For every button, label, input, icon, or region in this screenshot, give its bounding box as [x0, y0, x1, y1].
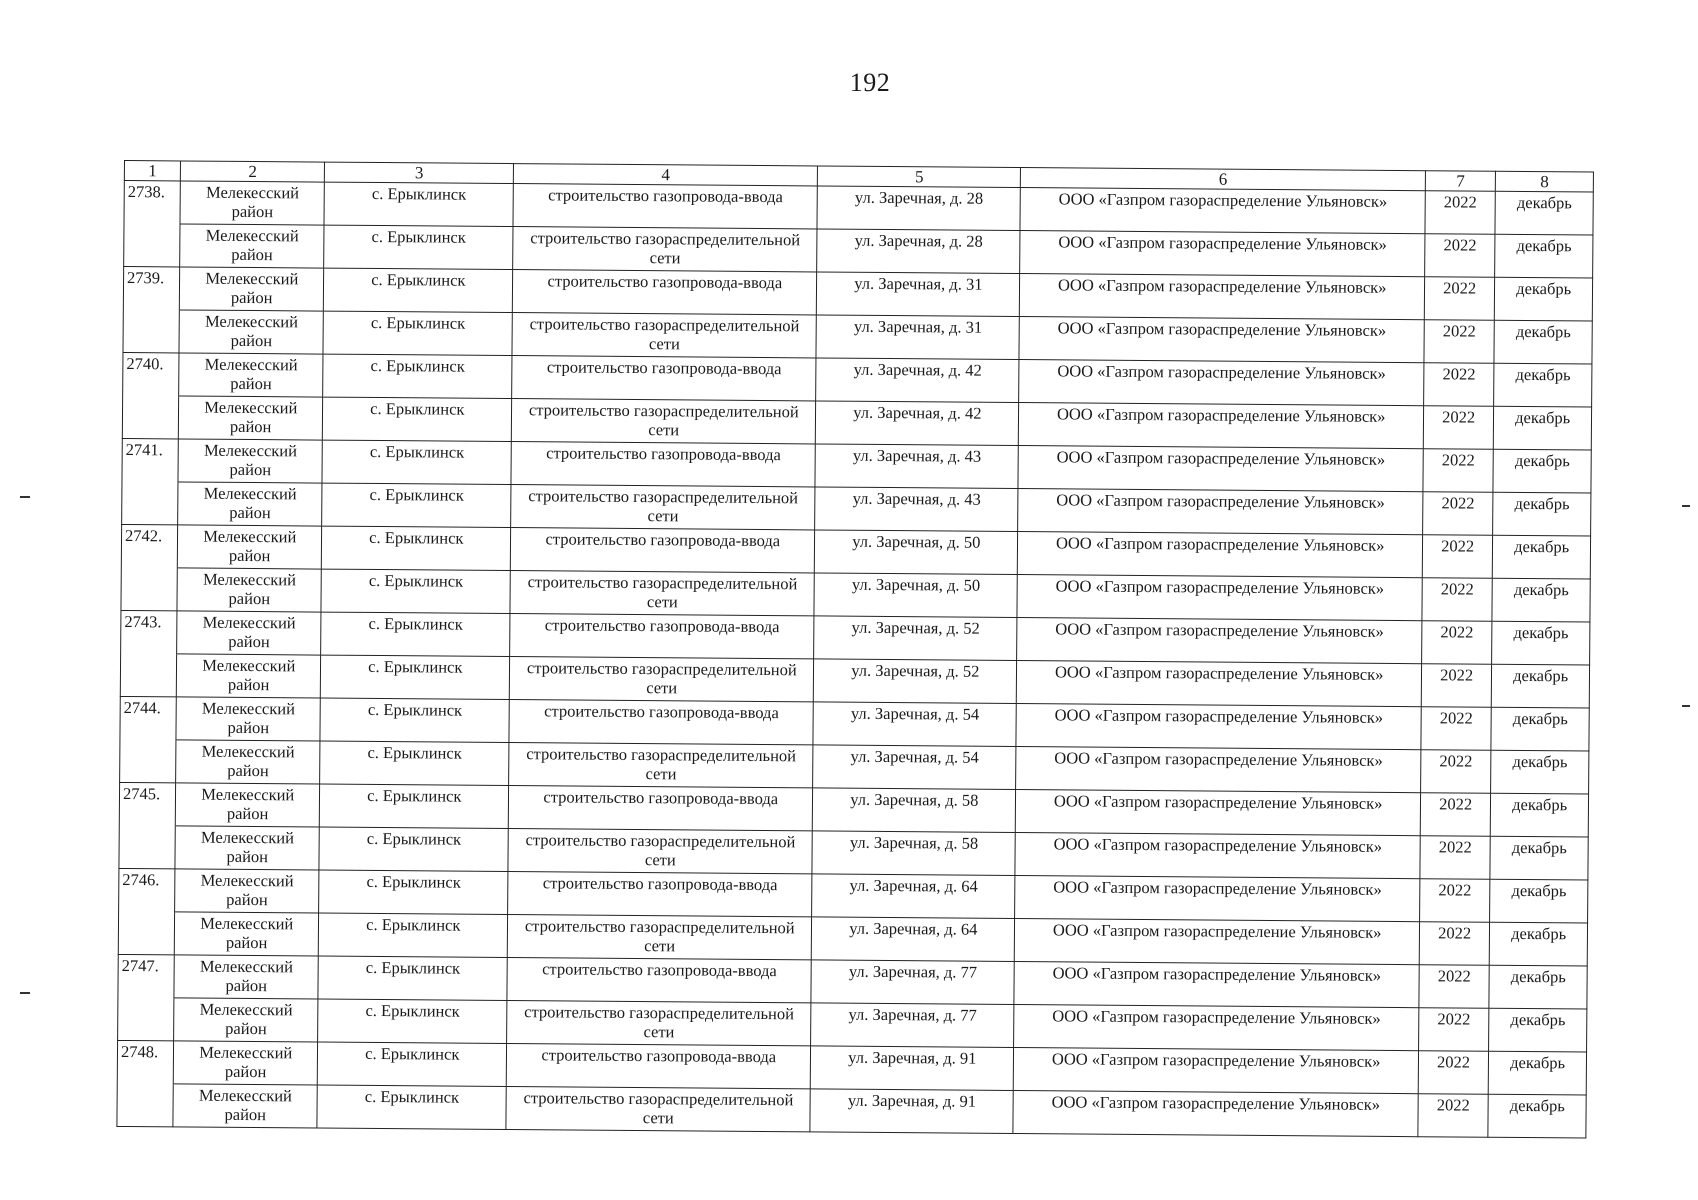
settlement-cell: с. Ерыклинск — [317, 1042, 506, 1086]
work-type-cell: строительство газопровода-ввода — [507, 1044, 811, 1089]
address-cell: ул. Заречная, д. 43 — [815, 444, 1019, 489]
year-cell: 2022 — [1425, 191, 1496, 235]
row-number — [117, 1083, 174, 1126]
district-cell: Мелекесский район — [177, 654, 321, 698]
work-type-cell: строительство газопровода-ввода — [513, 270, 817, 315]
district-cell: Мелекесский район — [174, 1041, 318, 1085]
organization-cell: ООО «Газпром газораспределение Ульяновск» — [1019, 360, 1424, 406]
address-cell: ул. Заречная, д. 52 — [814, 616, 1018, 661]
year-cell: 2022 — [1421, 707, 1492, 751]
address-cell: ул. Заречная, д. 77 — [811, 1003, 1015, 1048]
settlement-cell: с. Ерыклинск — [323, 354, 512, 398]
organization-cell: ООО «Газпром газораспределение Ульяновск» — [1018, 489, 1423, 535]
month-cell: декабрь — [1491, 750, 1589, 794]
work-type-cell: строительство газораспределительной сети — [512, 313, 816, 358]
organization-cell: ООО «Газпром газораспределение Ульяновск» — [1016, 790, 1421, 836]
year-cell: 2022 — [1422, 621, 1493, 665]
address-cell: ул. Заречная, д. 50 — [815, 530, 1019, 575]
settlement-cell: с. Ерыклинск — [320, 698, 509, 742]
year-cell: 2022 — [1419, 922, 1490, 966]
page-number: 192 — [849, 68, 891, 97]
address-cell: ул. Заречная, д. 58 — [812, 831, 1016, 876]
district-cell: Мелекесский район — [176, 783, 320, 827]
year-cell: 2022 — [1422, 535, 1493, 579]
address-cell: ул. Заречная, д. 42 — [816, 401, 1020, 446]
settlement-cell: с. Ерыклинск — [318, 999, 507, 1043]
row-number: 2741. — [122, 438, 179, 481]
settlement-cell: с. Ерыклинск — [324, 225, 513, 269]
settlement-cell: с. Ерыклинск — [323, 311, 512, 355]
district-cell: Мелекесский район — [180, 267, 324, 311]
district-cell: Мелекесский район — [177, 568, 321, 612]
district-cell: Мелекесский район — [176, 740, 320, 784]
address-cell: ул. Заречная, д. 31 — [817, 272, 1021, 317]
settlement-cell: с. Ерыклинск — [322, 483, 511, 527]
row-number: 2748. — [117, 1040, 174, 1083]
month-cell: декабрь — [1492, 664, 1590, 708]
scan-mark — [20, 992, 30, 994]
work-type-cell: строительство газораспределительной сети — [506, 1087, 810, 1132]
row-number — [119, 825, 176, 868]
work-type-cell: строительство газопровода-ввода — [513, 184, 817, 229]
month-cell: декабрь — [1492, 621, 1590, 665]
month-cell: декабрь — [1493, 449, 1591, 493]
settlement-cell: с. Ерыклинск — [319, 827, 508, 871]
row-number — [123, 309, 180, 352]
address-cell: ул. Заречная, д. 64 — [811, 917, 1015, 962]
district-cell: Мелекесский район — [176, 697, 320, 741]
work-type-cell: строительство газораспределительной сети — [508, 829, 812, 874]
scan-mark — [1682, 705, 1690, 707]
register-table — [116, 160, 1594, 1139]
organization-cell: ООО «Газпром газораспределение Ульяновск» — [1019, 403, 1424, 449]
work-type-cell: строительство газораспределительной сети — [510, 657, 814, 702]
month-cell: декабрь — [1490, 879, 1588, 923]
settlement-cell: с. Ерыклинск — [322, 526, 511, 570]
district-cell: Мелекесский район — [174, 955, 318, 999]
address-cell: ул. Заречная, д. 50 — [814, 573, 1018, 618]
settlement-cell: с. Ерыклинск — [319, 784, 508, 828]
row-number: 2744. — [120, 696, 177, 739]
organization-cell: ООО «Газпром газораспределение Ульяновск» — [1015, 919, 1420, 965]
district-cell: Мелекесский район — [178, 439, 322, 483]
district-cell: Мелекесский район — [179, 396, 323, 440]
work-type-cell: строительство газораспределительной сети — [510, 571, 814, 616]
settlement-cell: с. Ерыклинск — [323, 397, 512, 441]
month-cell: декабрь — [1493, 492, 1591, 536]
row-number — [124, 224, 181, 267]
month-cell: декабрь — [1495, 277, 1593, 321]
address-cell: ул. Заречная, д. 91 — [810, 1089, 1014, 1134]
settlement-cell: с. Ерыклинск — [317, 1085, 506, 1129]
month-cell: декабрь — [1490, 836, 1588, 880]
organization-cell: ООО «Газпром газораспределение Ульяновск» — [1015, 876, 1420, 922]
row-number — [122, 395, 179, 438]
work-type-cell: строительство газопровода-ввода — [511, 442, 815, 487]
address-cell: ул. Заречная, д. 42 — [816, 358, 1020, 403]
organization-cell: ООО «Газпром газораспределение Ульяновск» — [1018, 532, 1423, 578]
column-header: 3 — [325, 162, 514, 183]
year-cell: 2022 — [1423, 492, 1494, 536]
district-cell: Мелекесский район — [178, 525, 322, 569]
year-cell: 2022 — [1418, 1051, 1489, 1095]
row-number: 2743. — [121, 610, 178, 653]
month-cell: декабрь — [1494, 320, 1592, 364]
table-body — [117, 181, 1593, 1139]
row-number — [118, 911, 175, 954]
organization-cell: ООО «Газпром газораспределение Ульяновск» — [1016, 704, 1421, 750]
organization-cell: ООО «Газпром газораспределение Ульяновск» — [1016, 747, 1421, 793]
settlement-cell: с. Ерыклинск — [324, 268, 513, 312]
year-cell: 2022 — [1423, 406, 1494, 450]
address-cell: ул. Заречная, д. 64 — [812, 874, 1016, 919]
district-cell: Мелекесский район — [175, 912, 319, 956]
month-cell: декабрь — [1490, 922, 1588, 966]
address-cell: ул. Заречная, д. 58 — [812, 788, 1016, 833]
row-number: 2738. — [124, 181, 181, 224]
work-type-cell: строительство газопровода-ввода — [510, 614, 814, 659]
address-cell: ул. Заречная, д. 52 — [813, 659, 1017, 704]
scan-mark — [1682, 505, 1690, 507]
organization-cell: ООО «Газпром газораспределение Ульяновск» — [1019, 317, 1424, 363]
work-type-cell: строительство газопровода-ввода — [509, 700, 813, 745]
month-cell: декабрь — [1488, 1094, 1586, 1138]
organization-cell: ООО «Газпром газораспределение Ульяновск» — [1020, 231, 1425, 277]
district-cell: Мелекесский район — [175, 826, 319, 870]
row-number: 2739. — [123, 267, 180, 310]
district-cell: Мелекесский район — [179, 310, 323, 354]
work-type-cell: строительство газораспределительной сети — [513, 227, 817, 272]
organization-cell: ООО «Газпром газораспределение Ульяновск» — [1014, 1005, 1419, 1051]
organization-cell: ООО «Газпром газораспределение Ульяновск» — [1013, 1091, 1418, 1137]
settlement-cell: с. Ерыклинск — [320, 655, 509, 699]
year-cell: 2022 — [1424, 320, 1495, 364]
district-cell: Мелекесский район — [178, 482, 322, 526]
row-number: 2745. — [119, 782, 176, 825]
work-type-cell: строительство газораспределительной сети — [507, 1001, 811, 1046]
row-number — [121, 567, 178, 610]
district-cell: Мелекесский район — [179, 353, 323, 397]
row-number — [118, 997, 175, 1040]
organization-cell: ООО «Газпром газораспределение Ульяновск» — [1014, 1048, 1419, 1094]
row-number — [120, 739, 177, 782]
row-number — [122, 481, 179, 524]
month-cell: декабрь — [1491, 793, 1589, 837]
year-cell: 2022 — [1424, 363, 1495, 407]
year-cell: 2022 — [1420, 793, 1491, 837]
month-cell: декабрь — [1489, 1008, 1587, 1052]
district-cell: Мелекесский район — [173, 1084, 317, 1128]
district-cell: Мелекесский район — [175, 869, 319, 913]
year-cell: 2022 — [1419, 965, 1490, 1009]
work-type-cell: строительство газораспределительной сети — [508, 915, 812, 960]
column-header: 7 — [1425, 171, 1496, 192]
month-cell: декабрь — [1489, 965, 1587, 1009]
organization-cell: ООО «Газпром газораспределение Ульяновск» — [1017, 661, 1422, 707]
settlement-cell: с. Ерыклинск — [320, 741, 509, 785]
address-cell: ул. Заречная, д. 54 — [813, 702, 1017, 747]
address-cell: ул. Заречная, д. 28 — [817, 229, 1021, 274]
district-cell: Мелекесский район — [177, 611, 321, 655]
year-cell: 2022 — [1420, 836, 1491, 880]
organization-cell: ООО «Газпром газораспределение Ульяновск» — [1020, 274, 1425, 320]
year-cell: 2022 — [1418, 1094, 1489, 1138]
row-number: 2747. — [118, 954, 175, 997]
settlement-cell: с. Ерыклинск — [322, 440, 511, 484]
month-cell: декабрь — [1493, 535, 1591, 579]
column-header: 8 — [1496, 171, 1594, 192]
settlement-cell: с. Ерыклинск — [318, 913, 507, 957]
settlement-cell: с. Ерыклинск — [324, 182, 513, 226]
work-type-cell: строительство газораспределительной сети — [512, 399, 816, 444]
address-cell: ул. Заречная, д. 77 — [811, 960, 1015, 1005]
row-number: 2740. — [123, 352, 180, 395]
work-type-cell: строительство газопровода-ввода — [508, 872, 812, 917]
work-type-cell: строительство газопровода-ввода — [512, 356, 816, 401]
scan-mark — [20, 496, 30, 498]
year-cell: 2022 — [1425, 234, 1496, 278]
month-cell: декабрь — [1495, 191, 1593, 235]
work-type-cell: строительство газопровода-ввода — [509, 786, 813, 831]
column-header: 6 — [1021, 168, 1426, 191]
organization-cell: ООО «Газпром газораспределение Ульяновск» — [1017, 618, 1422, 664]
address-cell: ул. Заречная, д. 43 — [815, 487, 1019, 532]
month-cell: декабрь — [1494, 363, 1592, 407]
work-type-cell: строительство газопровода-ввода — [507, 958, 811, 1003]
year-cell: 2022 — [1421, 664, 1492, 708]
column-header: 2 — [181, 161, 325, 182]
district-cell: Мелекесский район — [180, 181, 324, 225]
month-cell: декабрь — [1489, 1051, 1587, 1095]
column-header: 5 — [818, 166, 1021, 188]
column-header: 1 — [124, 161, 180, 181]
row-number — [120, 653, 177, 696]
month-cell: декабрь — [1491, 707, 1589, 751]
address-cell: ул. Заречная, д. 31 — [816, 315, 1020, 360]
column-header: 4 — [514, 164, 818, 186]
work-type-cell: строительство газораспределительной сети — [509, 743, 813, 788]
organization-cell: ООО «Газпром газораспределение Ульяновск» — [1017, 575, 1422, 621]
year-cell: 2022 — [1424, 277, 1495, 321]
address-cell: ул. Заречная, д. 91 — [810, 1046, 1014, 1091]
year-cell: 2022 — [1423, 449, 1494, 493]
organization-cell: ООО «Газпром газораспределение Ульяновск» — [1018, 446, 1423, 492]
month-cell: декабрь — [1494, 406, 1592, 450]
year-cell: 2022 — [1418, 1008, 1489, 1052]
address-cell: ул. Заречная, д. 54 — [813, 745, 1017, 790]
row-number: 2746. — [119, 868, 176, 911]
district-cell: Мелекесский район — [180, 224, 324, 268]
month-cell: декабрь — [1495, 234, 1593, 278]
address-cell: ул. Заречная, д. 28 — [817, 186, 1021, 231]
settlement-cell: с. Ерыклинск — [321, 569, 510, 613]
organization-cell: ООО «Газпром газораспределение Ульяновск» — [1015, 833, 1420, 879]
organization-cell: ООО «Газпром газораспределение Ульяновск» — [1020, 188, 1425, 234]
settlement-cell: с. Ерыклинск — [321, 612, 510, 656]
year-cell: 2022 — [1422, 578, 1493, 622]
settlement-cell: с. Ерыклинск — [319, 870, 508, 914]
work-type-cell: строительство газопровода-ввода — [511, 528, 815, 573]
work-type-cell: строительство газораспределительной сети — [511, 485, 815, 530]
year-cell: 2022 — [1421, 750, 1492, 794]
row-number: 2742. — [121, 524, 178, 567]
settlement-cell: с. Ерыклинск — [318, 956, 507, 1000]
month-cell: декабрь — [1492, 578, 1590, 622]
district-cell: Мелекесский район — [174, 998, 318, 1042]
organization-cell: ООО «Газпром газораспределение Ульяновск» — [1014, 962, 1419, 1008]
year-cell: 2022 — [1419, 879, 1490, 923]
